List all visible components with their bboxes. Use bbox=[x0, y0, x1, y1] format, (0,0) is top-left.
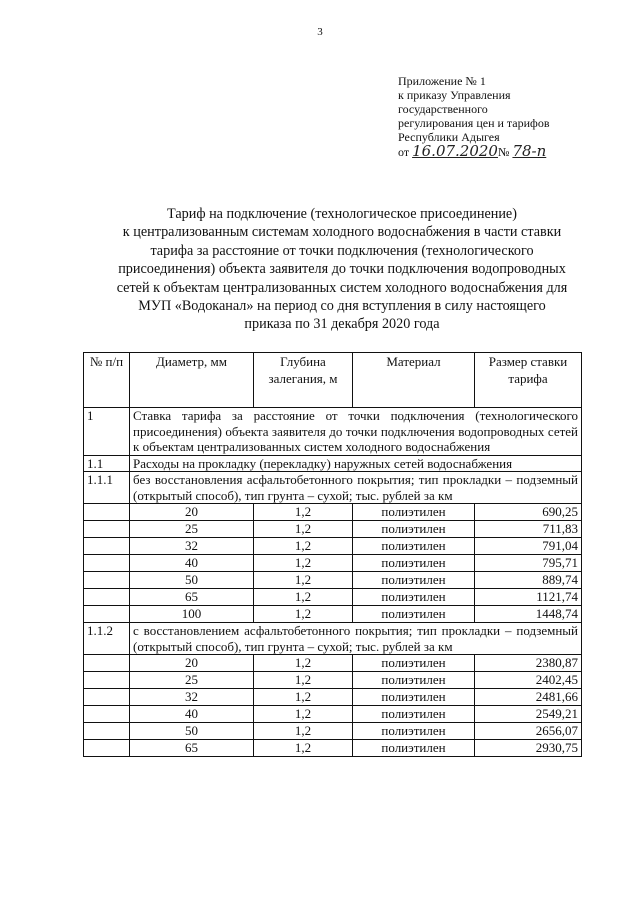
row-num-cell bbox=[84, 504, 130, 521]
row-num-cell bbox=[84, 572, 130, 589]
rate-cell: 1448,74 bbox=[475, 606, 582, 623]
diameter-cell: 20 bbox=[130, 655, 254, 672]
row-num-cell bbox=[84, 672, 130, 689]
depth-cell: 1,2 bbox=[254, 740, 353, 757]
title-line: сетей к объектам централизованных систем холодного водоснабжения для bbox=[116, 279, 568, 296]
appendix-line: государственного bbox=[398, 102, 488, 116]
table-row bbox=[84, 504, 582, 521]
diameter-cell: 20 bbox=[130, 504, 254, 521]
section-row bbox=[84, 455, 582, 472]
title-line: приказа по 31 декабря 2020 года bbox=[244, 316, 440, 333]
table-row bbox=[84, 706, 582, 723]
material-cell: полиэтилен bbox=[353, 572, 475, 589]
date-prefix: от bbox=[398, 145, 410, 159]
tariff-table bbox=[83, 352, 582, 757]
appendix-line: Приложение № 1 bbox=[398, 74, 486, 88]
rate-cell: 889,74 bbox=[475, 572, 582, 589]
rate-cell: 1121,74 bbox=[475, 589, 582, 606]
header-depth: Глубина залегания, м bbox=[254, 353, 353, 408]
diameter-cell: 65 bbox=[130, 589, 254, 606]
depth-cell: 1,2 bbox=[254, 504, 353, 521]
table-row bbox=[84, 555, 582, 572]
rate-cell: 2930,75 bbox=[475, 740, 582, 757]
section-text: с восстановлением асфальтобетонного покрытия; тип прокладки – подземный (открытый способ), тип грунта – сухой; тыс. рублей за км bbox=[130, 623, 582, 655]
title-line: к централизованным системам холодного водоснабжения в части ставки bbox=[122, 224, 562, 241]
table-row bbox=[84, 740, 582, 757]
page-number: 3 bbox=[317, 26, 323, 38]
material-cell: полиэтилен bbox=[353, 689, 475, 706]
diameter-cell: 50 bbox=[130, 572, 254, 589]
rate-cell: 2481,66 bbox=[475, 689, 582, 706]
header-rate: Размер ставки тарифа bbox=[475, 353, 582, 408]
material-cell: полиэтилен bbox=[353, 606, 475, 623]
material-cell: полиэтилен bbox=[353, 555, 475, 572]
header-diameter: Диаметр, мм bbox=[130, 353, 254, 408]
diameter-cell: 50 bbox=[130, 723, 254, 740]
depth-cell: 1,2 bbox=[254, 606, 353, 623]
depth-cell: 1,2 bbox=[254, 672, 353, 689]
handwritten-order-number: 78-п bbox=[512, 142, 547, 160]
rate-cell: 2656,07 bbox=[475, 723, 582, 740]
appendix-line: Республики Адыгея bbox=[398, 130, 500, 144]
material-cell: полиэтилен bbox=[353, 706, 475, 723]
row-num-cell bbox=[84, 689, 130, 706]
depth-cell: 1,2 bbox=[254, 706, 353, 723]
material-cell: полиэтилен bbox=[353, 589, 475, 606]
depth-cell: 1,2 bbox=[254, 538, 353, 555]
table-row bbox=[84, 672, 582, 689]
material-cell: полиэтилен bbox=[353, 504, 475, 521]
row-num-cell bbox=[84, 706, 130, 723]
material-cell: полиэтилен bbox=[353, 723, 475, 740]
table-header-row bbox=[84, 353, 582, 408]
section-row bbox=[84, 408, 582, 456]
diameter-cell: 40 bbox=[130, 555, 254, 572]
diameter-cell: 32 bbox=[130, 689, 254, 706]
row-num-cell bbox=[84, 589, 130, 606]
section-num: 1.1 bbox=[84, 455, 130, 472]
number-prefix: № bbox=[497, 145, 510, 159]
diameter-cell: 40 bbox=[130, 706, 254, 723]
title-line: Тариф на подключение (технологическое присоединение) bbox=[167, 206, 517, 222]
material-cell: полиэтилен bbox=[353, 672, 475, 689]
depth-cell: 1,2 bbox=[254, 655, 353, 672]
section-row bbox=[84, 472, 582, 504]
order-date-line bbox=[398, 144, 550, 159]
depth-cell: 1,2 bbox=[254, 521, 353, 538]
appendix-line: к приказу Управления bbox=[398, 88, 511, 102]
table-row bbox=[84, 572, 582, 589]
material-cell: полиэтилен bbox=[353, 655, 475, 672]
row-num-cell bbox=[84, 723, 130, 740]
section-num: 1.1.2 bbox=[84, 623, 130, 655]
row-num-cell bbox=[84, 555, 130, 572]
depth-cell: 1,2 bbox=[254, 689, 353, 706]
material-cell: полиэтилен bbox=[353, 740, 475, 757]
rate-cell: 2402,45 bbox=[475, 672, 582, 689]
section-text: Расходы на прокладку (перекладку) наружных сетей водоснабжения bbox=[130, 455, 582, 472]
section-num: 1 bbox=[84, 408, 130, 456]
diameter-cell: 32 bbox=[130, 538, 254, 555]
diameter-cell: 25 bbox=[130, 672, 254, 689]
rate-cell: 711,83 bbox=[475, 521, 582, 538]
row-num-cell bbox=[84, 521, 130, 538]
appendix-line: регулирования цен и тарифов bbox=[398, 116, 550, 130]
diameter-cell: 100 bbox=[130, 606, 254, 623]
rate-cell: 795,71 bbox=[475, 555, 582, 572]
rate-cell: 791,04 bbox=[475, 538, 582, 555]
material-cell: полиэтилен bbox=[353, 538, 475, 555]
header-num: № п/п bbox=[84, 353, 130, 408]
rate-cell: 690,25 bbox=[475, 504, 582, 521]
diameter-cell: 65 bbox=[130, 740, 254, 757]
rate-cell: 2549,21 bbox=[475, 706, 582, 723]
section-row bbox=[84, 623, 582, 655]
title-line: МУП «Водоканал» на период со дня вступления в силу настоящего bbox=[138, 298, 546, 315]
appendix-block bbox=[398, 74, 550, 159]
row-num-cell bbox=[84, 538, 130, 555]
diameter-cell: 25 bbox=[130, 521, 254, 538]
row-num-cell bbox=[84, 740, 130, 757]
section-text: без восстановления асфальтобетонного покрытия; тип прокладки – подземный (открытый способ), тип грунта – сухой; тыс. рублей за км bbox=[130, 472, 582, 504]
table-row bbox=[84, 689, 582, 706]
table-row bbox=[84, 521, 582, 538]
title-line: тарифа за расстояние от точки подключения (технологического bbox=[150, 242, 534, 259]
section-num: 1.1.1 bbox=[84, 472, 130, 504]
depth-cell: 1,2 bbox=[254, 555, 353, 572]
rate-cell: 2380,87 bbox=[475, 655, 582, 672]
document-title bbox=[100, 205, 584, 334]
depth-cell: 1,2 bbox=[254, 572, 353, 589]
depth-cell: 1,2 bbox=[254, 723, 353, 740]
row-num-cell bbox=[84, 606, 130, 623]
handwritten-date: 16.07.2020 bbox=[412, 142, 498, 160]
material-cell: полиэтилен bbox=[353, 521, 475, 538]
table-row bbox=[84, 655, 582, 672]
title-line: присоединения) объекта заявителя до точки подключения водопроводных bbox=[118, 261, 566, 278]
depth-cell: 1,2 bbox=[254, 589, 353, 606]
table-row bbox=[84, 723, 582, 740]
section-text: Ставка тарифа за расстояние от точки подключения (технологического присоединения) объекта заявителя до точки подключения водопроводных сетей к объектам централизованных систем холодного водоснабжения bbox=[130, 408, 582, 456]
table-row bbox=[84, 606, 582, 623]
row-num-cell bbox=[84, 655, 130, 672]
table-row bbox=[84, 589, 582, 606]
header-material: Материал bbox=[353, 353, 475, 408]
table-row bbox=[84, 538, 582, 555]
